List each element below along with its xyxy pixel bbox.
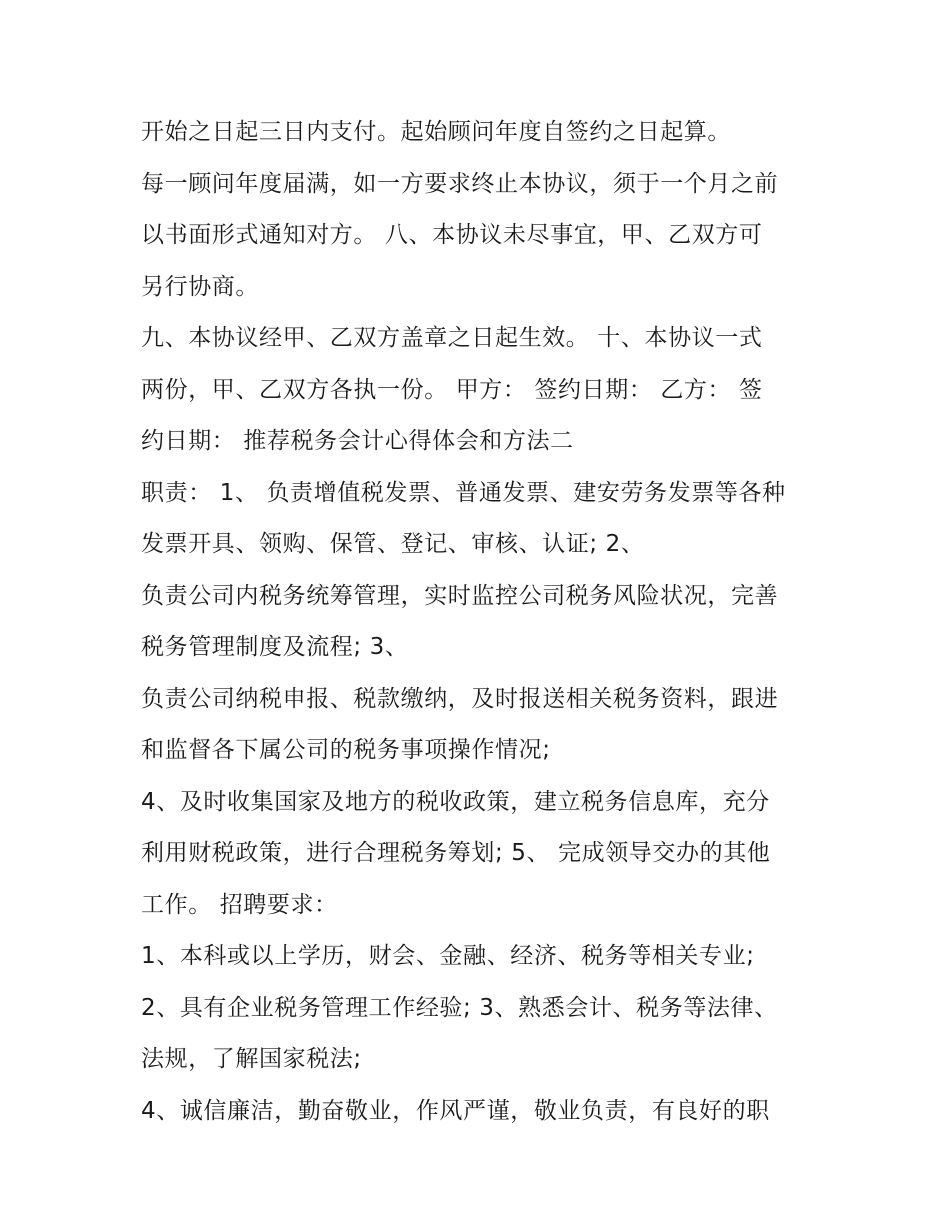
text-line: 利用财税政策，进行合理税务筹划; 5、 完成领导交办的其他 bbox=[141, 840, 771, 866]
text-line: 以书面形式通知对方。 八、本协议未尽事宜，甲、乙双方可 bbox=[141, 222, 763, 248]
text-line: 职责： 1、 负责增值税发票、普通发票、建安劳务发票等各种 bbox=[141, 479, 786, 506]
text-line: 1、本科或以上学历，财会、金融、经济、税务等相关专业; bbox=[141, 943, 755, 969]
text-line: 负责公司内税务统筹管理，实时监控公司税务风险状况，完善 bbox=[141, 582, 779, 609]
text-line: 负责公司纳税申报、税款缴纳，及时报送相关税务资料，跟进 bbox=[141, 685, 779, 712]
text-line: 4、诚信廉洁，勤奋敬业，作风严谨，敬业负责，有良好的职 bbox=[141, 1097, 770, 1124]
text-line: 开始之日起三日内支付。起始顾问年度自签约之日起算。 bbox=[141, 119, 731, 145]
text-line: 每一顾问年度届满，如一方要求终止本协议，须于一个月之前 bbox=[141, 170, 779, 197]
text-line: 工作。 招聘要求： bbox=[141, 891, 338, 918]
document-body bbox=[141, 107, 821, 1137]
text-line: 另行协商。 bbox=[141, 273, 259, 300]
text-line: 两份，甲、乙双方各执一份。 甲方： 签约日期： 乙方： 签 bbox=[141, 376, 763, 403]
text-line: 税务管理制度及流程; 3、 bbox=[141, 634, 409, 660]
text-line: 和监督各下属公司的税务事项操作情况; bbox=[141, 737, 551, 763]
text-line: 2、具有企业税务管理工作经验; 3、熟悉会计、税务等法律、 bbox=[141, 994, 778, 1021]
text-line: 九、本协议经甲、乙双方盖章之日起生效。 十、本协议一式 bbox=[141, 325, 763, 351]
text-line: 约日期： 推荐税务会计心得体会和方法二 bbox=[141, 428, 574, 454]
text-line: 发票开具、领购、保管、登记、审核、认证; 2、 bbox=[141, 531, 645, 557]
text-line: 4、及时收集国家及地方的税收政策，建立税务信息库，充分 bbox=[141, 788, 770, 815]
text-line: 法规，了解国家税法; bbox=[141, 1046, 362, 1072]
